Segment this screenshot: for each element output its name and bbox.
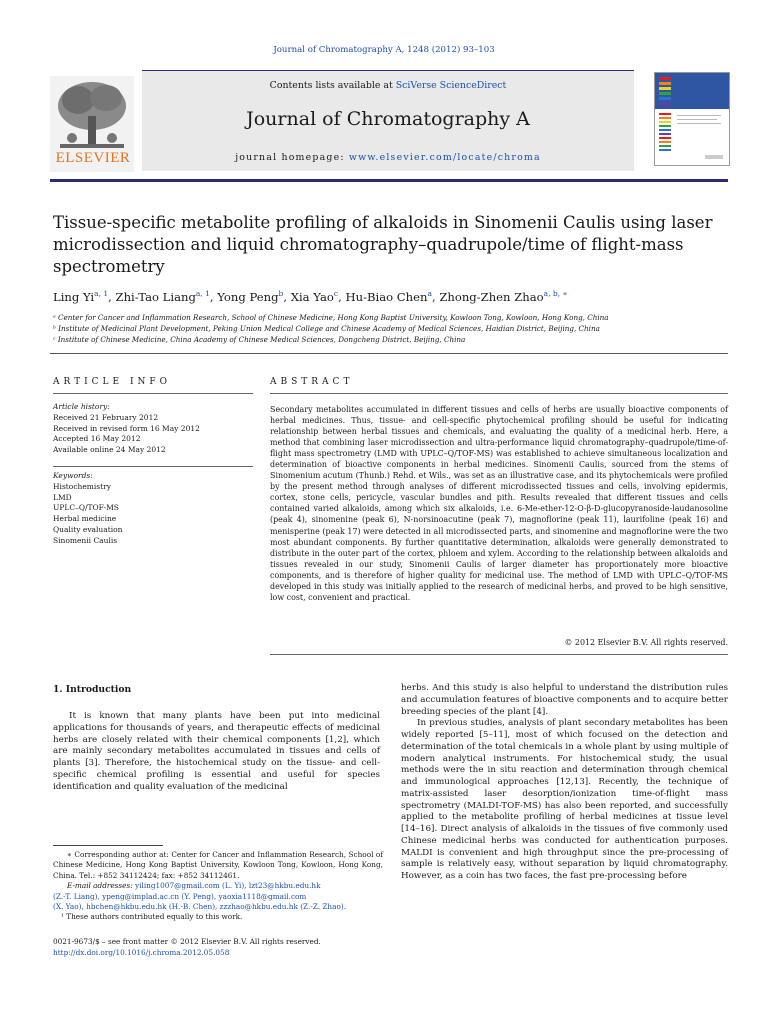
keywords-label: Keywords: <box>53 471 93 480</box>
journal-reference[interactable]: Journal of Chromatography A, 1248 (2012) 93–103 <box>273 45 495 55</box>
author-name[interactable]: Hu-Biao Chen <box>345 289 428 304</box>
article-title: Tissue-specific metabolite profiling of alkaloids in Sinomenii Caulis using laser microdissection and liquid chromatography–quadrupole/time of flight-mass spectrometry <box>53 213 713 276</box>
contents-available-line <box>142 80 634 91</box>
affiliation-b: ᵇ Institute of Medicinal Plant Development, Peking Union Medical College and Chinese Academy of Medical Sciences, Haidian District, Beijing, China <box>53 324 600 333</box>
article-info-rule <box>53 393 253 394</box>
author-affiliation-marker[interactable]: a, 1 <box>94 289 109 298</box>
author-list: Ling Yi$^{a, 1}$, Zhi-Tao Liang$^{a, 1}$, Yong Peng$^b$, Xia Yao$^c$, Hu-Biao Chen$^a$, Zhong-Zhen Zhao$^{a, b, ∗}$ <box>53 289 568 304</box>
abstract-bottom-rule <box>270 654 728 655</box>
introduction-heading: 1. Introduction <box>53 684 132 695</box>
issn-line: 0021-9673/$ – see front matter © 2012 Elsevier B.V. All rights reserved. <box>53 937 321 946</box>
author-name[interactable]: Zhong-Zhen Zhao <box>439 289 544 304</box>
contents-prefix: Contents lists available at <box>269 80 396 91</box>
keywords-rule <box>53 466 253 467</box>
homepage-prefix: journal homepage: <box>235 152 349 163</box>
affiliation-a: ᵃ Center for Cancer and Inflammation Research, School of Chinese Medicine, Hong Kong Baptist University, Kowloon Tong, Kowloon, Hong Kong, China <box>53 313 609 322</box>
footnote-rule <box>53 845 163 846</box>
author-affiliation-marker[interactable]: a, 1 <box>195 289 210 298</box>
email-links[interactable]: yiling1007@gmail.com (L. Yi), lzt23@hkbu.edu.hk <box>135 881 321 891</box>
affiliation-rule <box>50 353 728 354</box>
author-name[interactable]: Xia Yao <box>290 289 334 304</box>
keywords <box>53 471 258 547</box>
author-affiliation-marker[interactable]: a, b, ∗ <box>543 289 568 298</box>
corresponding-author-note: ∗ Corresponding author at: Center for Cancer and Inflammation Research, School of Chinese Medicine, Hong Kong Baptist University, Kowloon Tong, Kowloon, Hong Kong, China. Tel.: +852 34112424; fax: +852 34112461. <box>53 850 383 880</box>
keyword: Herbal medicine <box>53 514 117 524</box>
abstract-heading: ABSTRACT <box>270 377 354 387</box>
doi-link[interactable]: http://dx.doi.org/10.1016/j.chroma.2012.05.058 <box>53 948 230 957</box>
keyword: Histochemistry <box>53 481 111 491</box>
keyword: Sinomenii Caulis <box>53 535 118 545</box>
history-label: Article history: <box>53 402 110 411</box>
email-label: E-mail addresses: <box>67 881 133 891</box>
keyword: UPLC–Q/TOF-MS <box>53 503 119 513</box>
publisher-name: ELSEVIER <box>55 150 131 166</box>
history-accepted: Accepted 16 May 2012 <box>53 434 141 444</box>
intro-paragraph-2: In previous studies, analysis of plant secondary metabolites has been widely reported [5–11], most of which focused on the detection and determination of the total chemicals in a whole plant by using multiple of modern analytical instruments. For histochemical study, the usual methods were the in situ reaction and determination through chemical and immunological approaches [12,13]. Recently, the technique of matrix-assisted laser desorption/ionization time-of-flight mass spectrometry (MALDI-TOF-MS) has also been reported, and successfully applied to the metabolite profiling of herbal medicines at tissue level [14–16]. Direct analysis of alkaloids in the tissues of five commonly used Chinese medicinal herbs was conducted for authentication purposes. MALDI is convenient and high throughput since the pre-processing of sample is relatively easy, without separation by liquid chromatography. However, as a coin has two faces, the fast pre-processing before <box>401 718 728 881</box>
journal-homepage-line <box>142 152 634 163</box>
affiliation-c: ᶜ Institute of Chinese Medicine, China Academy of Chinese Medical Sciences, Dongcheng District, Beijing, China <box>53 335 466 344</box>
history-revised: Received in revised form 16 May 2012 <box>53 423 200 433</box>
left-column <box>53 711 380 793</box>
journal-cover-thumbnail[interactable] <box>654 72 730 166</box>
article-history <box>53 402 258 456</box>
cover-stripes-icon <box>655 73 729 165</box>
author-name[interactable]: Yong Peng <box>217 289 279 304</box>
right-column <box>401 683 728 883</box>
author-name[interactable]: Zhi-Tao Liang <box>115 289 196 304</box>
footnotes <box>53 850 383 923</box>
intro-paragraph-1-continued: herbs. And this study is also helpful to understand the distribution rules and accumulation features of bioactive components and to acquire better breeding species of the plant [4]. <box>401 683 728 717</box>
abstract-rule <box>270 393 728 394</box>
author-affiliation-marker[interactable]: a <box>427 289 432 298</box>
header-rule <box>50 179 728 182</box>
author-name[interactable]: Ling Yi <box>53 289 95 304</box>
article-info-heading: ARTICLE INFO <box>53 377 172 387</box>
email-links[interactable]: (Z.-T. Liang), ypeng@implad.ac.cn (Y. Peng), yaoxia1118@gmail.com <box>53 891 307 901</box>
homepage-link[interactable]: www.elsevier.com/locate/chroma <box>348 152 541 163</box>
sciencedirect-link[interactable]: SciVerse ScienceDirect <box>395 80 507 91</box>
author-affiliation-marker[interactable]: b <box>278 289 284 298</box>
email-links[interactable]: (X. Yao), hbchen@hkbu.edu.hk (H.-B. Chen), zzzhao@hkbu.edu.hk (Z.-Z. Zhao). <box>53 902 347 912</box>
equal-contribution-note: ¹ These authors contributed equally to this work. <box>61 912 243 922</box>
history-online: Available online 24 May 2012 <box>53 445 166 455</box>
front-matter <box>53 936 383 958</box>
intro-paragraph-1: It is known that many plants have been put into medicinal applications for thousands of years, and therapeutic effects of medicinal herbs are closely related with their chemical components [1,2], which are mainly secondary metabolites accumulated in tissues and cells of plants [3]. Therefore, the histochemical study on the tissue- and cell-specific chemical profiling is essential and useful for species identification and quality evaluation of the medicinal <box>53 711 380 792</box>
abstract-copyright: © 2012 Elsevier B.V. All rights reserved. <box>564 638 728 647</box>
keyword: LMD <box>53 492 72 502</box>
abstract-text: Secondary metabolites accumulated in different tissues and cells of herbs are usually bioactive components of herbal medicines. Thus, tissue- and cell-specific phytochemical profiling should be useful for indicating relationship between herbal tissues and chemicals, and evaluating the quality of a medicinal herb. Here, a method that combining laser microdissection and ultra-performance liquid chromatography–quadrupole/time-of-flight mass spectrometry (LMD with UPLC–Q/TOF-MS) was established to achieve simultaneous localization and determination of bioactive components in herbal medicines. Sinomenii Caulis, sourced from the stems of Sinomenium acutum (Thunb.) Rehd. et Wils., was set as an illustrative case, and its phytochemicals were profiled by the present method through analyses of different microdissected tissues and cells, involving epidermis, cortex, stone cells, pericycle, vascular bundles and pith. Results revealed that different tissues and cells contained varied alkaloids, among which six alkaloids, i.e. 6-Me-ether-12-O-β-D-glucopyranoside-laudanosoline (peak 4), sinomenine (peak 6), N-norsinoacutine (peak 7), magnoflorine (peak 11), laurifoline (peak 16) and menisperine (peak 17) were detected in all microdissected parts, and sinomenine and magnoflorine were the two most abundant components. By further quantitative determination, alkaloids were generally demonstrated to distribute in the outer part of the cortex, phloem and xylem. According to the relationship between alkaloids and tissues revealed in our study, Sinomenii Caulis of larger diameter has proportionately more bioactive components, and is therefore of higher quality for medicinal use. The method of LMD with UPLC–Q/TOF-MS developed in this study was initially applied to the research of medicinal herbs, and proved to be high sensitive, low cost, convenient and practical. <box>270 405 728 602</box>
keyword: Quality evaluation <box>53 524 123 534</box>
author-affiliation-marker[interactable]: c <box>333 289 339 298</box>
history-received: Received 21 February 2012 <box>53 412 159 422</box>
journal-name: Journal of Chromatography A <box>246 108 530 130</box>
